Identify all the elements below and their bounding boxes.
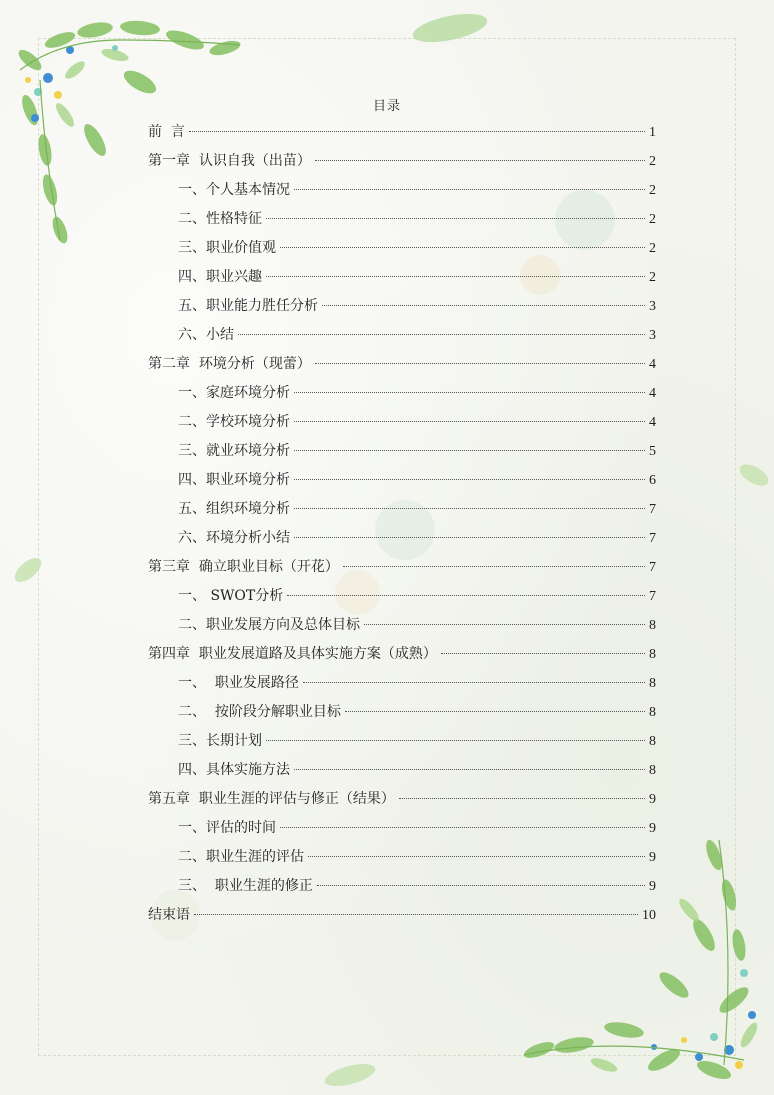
toc-leader-dots: [399, 798, 645, 799]
toc-leader-dots: [294, 392, 645, 393]
toc-leader-dots: [266, 218, 645, 219]
toc-entry-label: 二、 按阶段分解职业目标: [178, 704, 341, 720]
toc-entry-label: 二、职业发展方向及总体目标: [178, 617, 360, 633]
toc-entry-page: 8: [649, 676, 656, 691]
toc-entry[interactable]: [178, 411, 656, 431]
toc-entry[interactable]: [178, 701, 656, 721]
toc-entry[interactable]: [178, 324, 656, 344]
toc-entry-label: 一、家庭环境分析: [178, 385, 290, 401]
toc-leader-dots: [189, 131, 645, 132]
toc-entry-label: 第四章 职业发展道路及具体实施方案（成熟）: [148, 646, 437, 662]
toc-entry-label: 六、环境分析小结: [178, 530, 290, 546]
toc-entry-page: 7: [649, 589, 656, 604]
toc-entry-label: 一、 SWOT分析: [178, 588, 284, 604]
toc-entry[interactable]: [148, 788, 656, 808]
toc-leader-dots: [294, 479, 645, 480]
toc-entry[interactable]: [178, 585, 656, 605]
toc-entry-label: 一、个人基本情况: [178, 182, 290, 198]
toc-entry[interactable]: [178, 266, 656, 286]
toc-entry[interactable]: [178, 817, 656, 837]
toc-leader-dots: [294, 450, 645, 451]
toc-entry-label: 四、具体实施方法: [178, 762, 290, 778]
toc-entry[interactable]: [148, 150, 656, 170]
toc-leader-dots: [238, 334, 645, 335]
toc-leader-dots: [315, 363, 645, 364]
toc-entry-page: 3: [649, 328, 656, 343]
toc-entry-page: 9: [649, 792, 656, 807]
toc-leader-dots: [343, 566, 645, 567]
toc-title: 目录: [372, 99, 401, 114]
toc-entry-label: 四、职业兴趣: [178, 269, 262, 285]
toc-leader-dots: [294, 189, 645, 190]
toc-entry-page: 7: [649, 502, 656, 517]
toc-entry-page: 4: [649, 357, 656, 372]
toc-entry[interactable]: [178, 672, 656, 692]
toc-entry-label: 三、长期计划: [178, 733, 262, 749]
toc-entry-label: 四、职业环境分析: [178, 472, 290, 488]
toc-entry[interactable]: [178, 179, 656, 199]
toc-entry[interactable]: [178, 498, 656, 518]
toc-entry-page: 2: [649, 183, 656, 198]
toc-entry-page: 2: [649, 154, 656, 169]
toc-entry[interactable]: [178, 730, 656, 750]
toc-entry-page: 9: [649, 821, 656, 836]
toc-leader-dots: [294, 537, 645, 538]
toc-entry-label: 一、评估的时间: [178, 820, 276, 836]
toc-entry-label: 三、就业环境分析: [178, 443, 290, 459]
toc-entry-page: 2: [649, 241, 656, 256]
toc-entry-page: 9: [649, 879, 656, 894]
toc-entry[interactable]: [148, 556, 656, 576]
toc-leader-dots: [345, 711, 645, 712]
toc-entry-page: 1: [649, 125, 656, 140]
toc-entry-page: 9: [649, 850, 656, 865]
toc-entry-page: 8: [649, 763, 656, 778]
toc-entry-label: 三、 职业生涯的修正: [178, 878, 313, 894]
toc-entry-page: 7: [649, 531, 656, 546]
toc-leader-dots: [294, 508, 645, 509]
toc-leader-dots: [294, 769, 645, 770]
toc-entry-page: 8: [649, 734, 656, 749]
toc-entry-page: 4: [649, 386, 656, 401]
toc-entry[interactable]: [148, 904, 656, 924]
toc-entry-page: 8: [649, 618, 656, 633]
toc-entry-label: 二、性格特征: [178, 211, 262, 227]
toc-leader-dots: [194, 914, 638, 915]
toc-leader-dots: [280, 247, 645, 248]
toc-leader-dots: [266, 740, 645, 741]
toc-entry[interactable]: [178, 440, 656, 460]
toc-entry-page: 3: [649, 299, 656, 314]
toc-entry-page: 8: [649, 705, 656, 720]
toc-entry-label: 二、职业生涯的评估: [178, 849, 304, 865]
toc-entry[interactable]: [178, 527, 656, 547]
toc-entry[interactable]: [178, 846, 656, 866]
toc-entry[interactable]: [178, 237, 656, 257]
toc-leader-dots: [280, 827, 645, 828]
toc-leader-dots: [322, 305, 645, 306]
toc-entry-page: 7: [649, 560, 656, 575]
toc-entry-page: 10: [642, 908, 656, 923]
toc-entry-label: 二、学校环境分析: [178, 414, 290, 430]
toc-entry[interactable]: [178, 469, 656, 489]
toc-entry[interactable]: [148, 353, 656, 373]
toc-entry-label: 第五章 职业生涯的评估与修正（结果）: [148, 791, 395, 807]
toc-entry-page: 6: [649, 473, 656, 488]
toc-entry-label: 六、小结: [178, 327, 234, 343]
toc-entry[interactable]: [148, 643, 656, 663]
toc-entry-page: 4: [649, 415, 656, 430]
toc-entry-label: 五、组织环境分析: [178, 501, 290, 517]
toc-leader-dots: [266, 276, 645, 277]
toc-entry-label: 前 言: [148, 124, 185, 140]
toc-leader-dots: [287, 595, 645, 596]
toc-entry-page: 2: [649, 270, 656, 285]
toc-entry[interactable]: [178, 759, 656, 779]
toc-entry-page: 2: [649, 212, 656, 227]
toc-entry[interactable]: [148, 121, 656, 141]
toc-leader-dots: [441, 653, 645, 654]
toc-leader-dots: [317, 885, 645, 886]
toc-entry-label: 一、 职业发展路径: [178, 675, 299, 691]
toc-leader-dots: [315, 160, 645, 161]
toc-leader-dots: [303, 682, 645, 683]
toc-entry-label: 三、职业价值观: [178, 240, 276, 256]
toc-entry-page: 8: [649, 647, 656, 662]
toc-leader-dots: [364, 624, 645, 625]
toc-entry-label: 第三章 确立职业目标（开花）: [148, 559, 339, 575]
toc-leader-dots: [308, 856, 645, 857]
toc-entry[interactable]: [178, 875, 656, 895]
toc-entry-label: 结束语: [148, 907, 190, 923]
toc-entry-page: 5: [649, 444, 656, 459]
toc-entry[interactable]: [178, 382, 656, 402]
toc-entry-label: 第二章 环境分析（现蕾）: [148, 356, 311, 372]
toc-leader-dots: [294, 421, 645, 422]
toc-entry[interactable]: [178, 208, 656, 228]
toc-entry-label: 第一章 认识自我（出苗）: [148, 153, 311, 169]
toc-entry-label: 五、职业能力胜任分析: [178, 298, 318, 314]
toc-entry[interactable]: [178, 614, 656, 634]
toc-entry[interactable]: [178, 295, 656, 315]
